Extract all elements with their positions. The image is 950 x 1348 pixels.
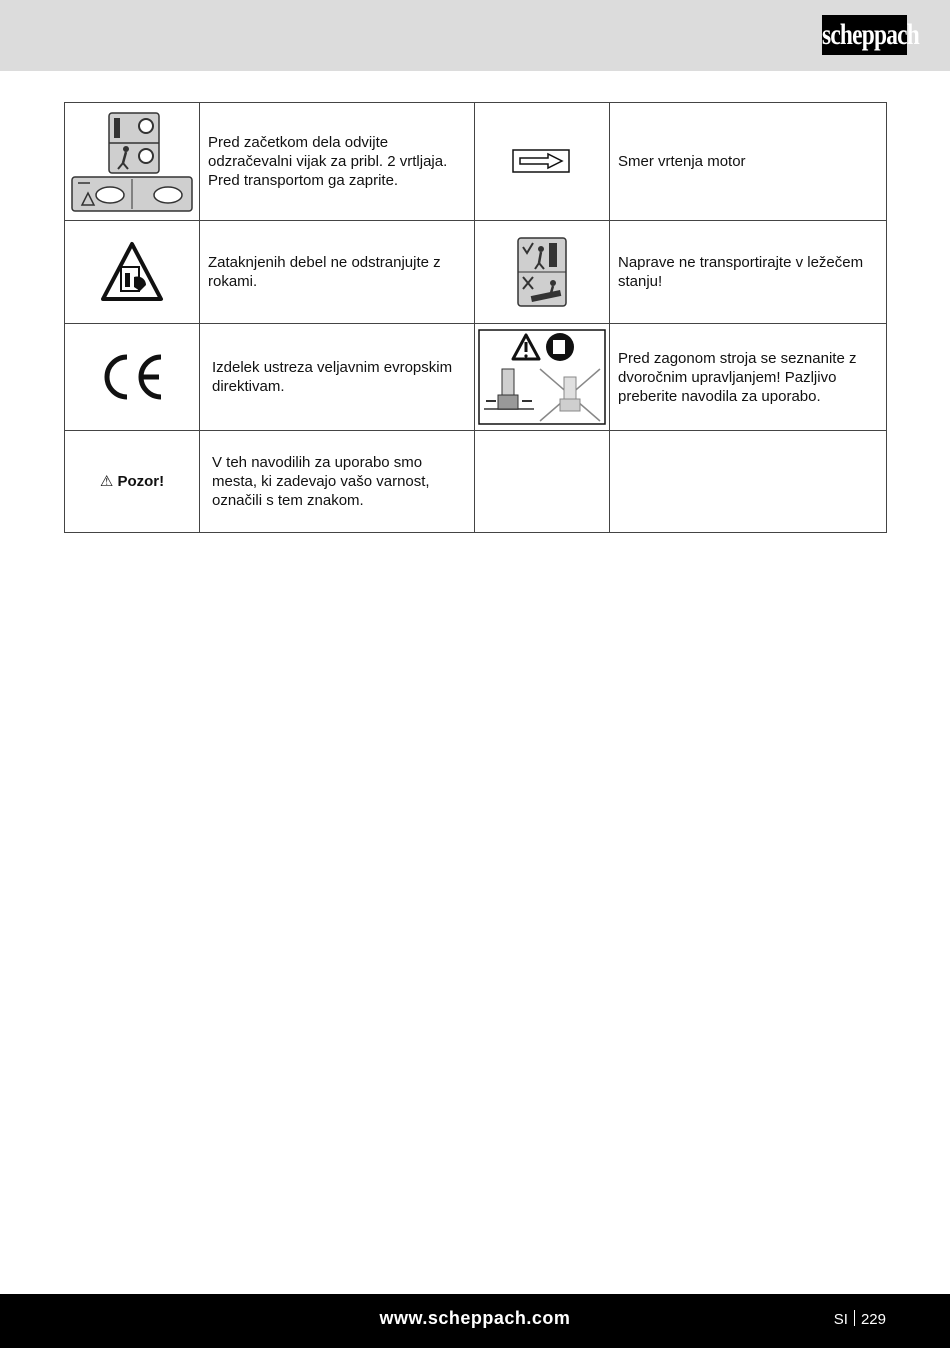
empty-cell	[610, 431, 887, 533]
website-link[interactable]: www.scheppach.com	[379, 1308, 571, 1328]
empty-cell	[475, 431, 610, 533]
vent-screw-description: Pred začetkom dela odvijte odzračevalni vijak za pribl. 2 vrtljaja. Pred transportom ga zaprite.	[208, 134, 448, 189]
row3-right-text-cell	[610, 324, 887, 431]
pozor-description: V teh navodilih za uporabo smo mesta, ki zadevajo vašo varnost, označili s tem znakom.	[212, 454, 430, 509]
rotation-direction-arrow-icon	[512, 149, 572, 175]
separator	[854, 1310, 855, 1326]
footer-bar	[0, 1294, 950, 1348]
rotation-direction-icon-cell	[475, 103, 610, 221]
table-row	[65, 221, 887, 324]
hand-crush-description: Zataknjenih debel ne odstranjujte z rokami.	[208, 254, 441, 290]
two-hand-operation-description: Pred zagonom stroja se seznanite z dvoročnim upravljanjem! Pazljivo preberite navodila za uporabo.	[618, 349, 857, 405]
transport-upright-icon	[517, 237, 567, 307]
row4-left-text-cell	[200, 431, 475, 533]
row1-left-text-cell	[200, 103, 475, 221]
row2-right-text-cell	[610, 221, 887, 324]
ce-mark-icon-cell	[65, 324, 200, 431]
row2-left-text-cell	[200, 221, 475, 324]
two-hand-operation-icon	[478, 329, 606, 425]
row3-left-text-cell	[200, 324, 475, 431]
transport-upright-icon-cell	[475, 221, 610, 324]
language-code: SI	[833, 1311, 848, 1328]
hand-crush-warning-icon	[100, 241, 164, 303]
page-number	[834, 1310, 886, 1328]
hand-crush-icon-cell	[65, 221, 200, 324]
ce-mark-icon	[99, 353, 165, 401]
pozor-warning-label: ⚠ Pozor!	[99, 473, 165, 490]
header-bar	[0, 0, 950, 71]
table-row	[65, 324, 887, 431]
table-row	[65, 103, 887, 221]
scheppach-logo: scheppach	[822, 15, 907, 55]
two-hand-operation-icon-cell	[475, 324, 610, 431]
ce-mark-description: Izdelek ustreza veljavnim evropskim direktivam.	[212, 359, 453, 395]
rotation-direction-description: Smer vrtenja motor	[618, 153, 746, 170]
vent-screw-icon-cell	[65, 103, 200, 221]
symbols-table	[64, 102, 887, 533]
row1-right-text-cell	[610, 103, 887, 221]
table-row	[65, 431, 887, 533]
vent-screw-icon	[68, 109, 196, 215]
transport-description: Naprave ne transportirajte v ležečem stanju!	[618, 254, 864, 290]
page-number-value: 229	[860, 1311, 886, 1328]
pozor-label-cell	[65, 431, 200, 533]
